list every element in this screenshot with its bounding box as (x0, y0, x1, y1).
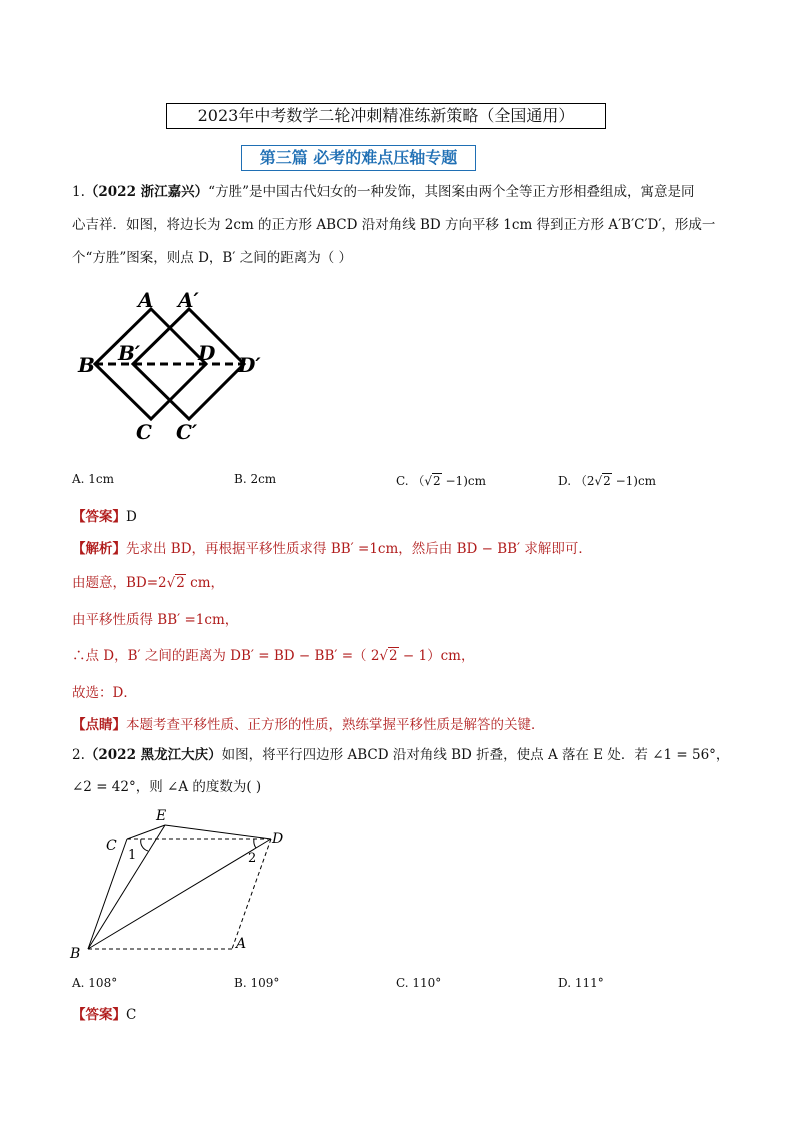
label-B: B (78, 353, 95, 377)
q1-comment: 【点睛】本题考查平移性质、正方形的性质，熟练掌握平移性质是解答的关键． (72, 717, 545, 733)
q1-analysis: 【解析】先求出 BD，再根据平移性质求得 BB′ =1cm，然后由 BD − BB′ 求解即可． (72, 541, 592, 557)
page-title: 2023年中考数学二轮冲刺精准练新策略（全国通用） (166, 103, 606, 129)
q2-number: 2. (72, 747, 85, 763)
q1-source: （2022 浙江嘉兴） (84, 184, 209, 200)
q1-step3: ∴点 D，B′ 之间的距离为 DB′ = BD − BB′ =（ 2√2 − 1）cm， (72, 648, 475, 664)
q2-option-c: C. 110° (396, 976, 442, 990)
q1-stem-line1 (72, 183, 694, 201)
side-ed (165, 825, 271, 839)
angle-2-arc (254, 839, 256, 848)
label-A-prime: A′ (178, 288, 199, 312)
q1-stem-line3: 个“方胜”图案，则点 D，B′ 之间的距离为（ ） (72, 250, 352, 266)
q1-option-b: B. 2cm (234, 472, 277, 486)
side-ce (127, 825, 165, 839)
q1-option-c: C. （√2 −1)cm (396, 474, 486, 488)
angle-1-arc (141, 839, 148, 851)
section-title: 第三篇 必考的难点压轴专题 (241, 145, 476, 171)
label-A: A (236, 936, 247, 952)
label-D-prime: D′ (238, 353, 261, 377)
label-angle-1: 1 (128, 848, 137, 863)
label-angle-2: 2 (248, 851, 257, 866)
diagonal-bd (88, 839, 271, 949)
q1-stem-line2: 心吉祥．如图，将边长为 2cm 的正方形 ABCD 沿对角线 BD 方向平移 1cm 得到正方形 A′B′C′D′，形成一 (72, 217, 716, 233)
q2-option-a: A. 108° (72, 976, 118, 990)
q2-answer: 【答案】C (72, 1007, 137, 1023)
q1-answer: 【答案】D (72, 509, 137, 525)
q1-option-a: A. 1cm (72, 472, 115, 486)
q2-option-d: D. 111° (558, 976, 604, 990)
q2-stem-line2: ∠2 = 42°，则 ∠A 的度数为( ) (72, 779, 262, 795)
label-B-prime: B′ (118, 341, 141, 365)
q1-option-d: D. （2√2 −1)cm (558, 474, 657, 488)
q2-text: 如图，将平行四边形 ABCD 沿对角线 BD 折叠，使点 A 落在 E 处．若 ∠1 = 56°， (221, 747, 730, 763)
q1-number: 1. (72, 184, 85, 200)
q1-step1: 由题意，BD=2√2 cm， (72, 575, 225, 591)
q1-choice: 故选：D． (72, 685, 137, 701)
q2-figure (66, 804, 296, 964)
q1-step2: 由平移性质得 BB′ =1cm， (72, 612, 239, 628)
label-D: D (198, 341, 216, 365)
label-A: A (138, 288, 154, 312)
q1-text: “方胜”是中国古代妇女的一种发饰，其图案由两个全等正方形相叠组成，寓意是同 (208, 184, 695, 200)
q2-option-b: B. 109° (234, 976, 280, 990)
q2-source: （2022 黑龙江大庆） (84, 747, 222, 763)
label-C: C (136, 420, 152, 444)
label-C-prime: C′ (176, 420, 198, 444)
side-be (88, 825, 165, 949)
label-B: B (70, 946, 81, 962)
label-C: C (106, 838, 117, 854)
side-bc (88, 839, 127, 949)
q1-figure (70, 282, 270, 452)
label-D: D (272, 831, 284, 847)
label-E: E (156, 808, 167, 824)
q2-stem-line1 (72, 746, 729, 764)
